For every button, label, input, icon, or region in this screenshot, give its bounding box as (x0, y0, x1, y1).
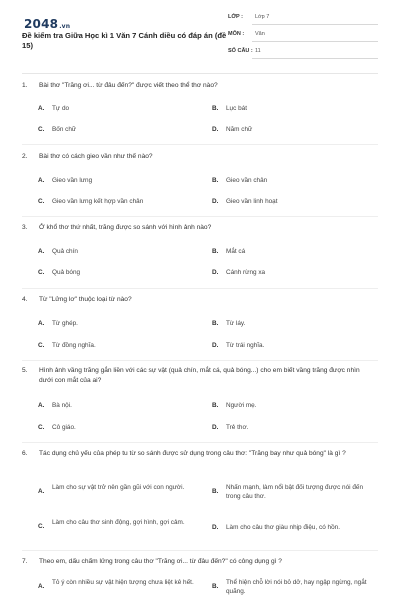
meta-count-label: SỐ CÂU : (228, 48, 253, 54)
question-divider (22, 144, 378, 145)
question-number: 6. (22, 450, 28, 457)
meta-divider (252, 58, 378, 59)
site-logo[interactable]: 2048.vn (24, 17, 71, 31)
question-divider (22, 360, 378, 361)
question-number: 4. (22, 296, 28, 303)
meta-divider (252, 41, 378, 42)
question-divider (22, 216, 378, 217)
page: 2048.vn Đề kiểm tra Giữa Học kì 1 Văn 7 Cánh diều có đáp án (đề 15) LỚP : Lớp 7 MÔN : Văn SỐ CÂU : 11 1. Bài thơ "Trăng ơi... từ đâu đến?" được viết theo thể thơ nào? A. Tự do B. Lục bát C. Bốn chữ D. Năm chữ 2. Bài thơ có cách gieo vần như thế nào? A. Gieo vần lưng B. Gieo vần chân C. Gieo vần lưng kết hợp vần chân D. Gieo vần linh hoạt 3. Ở khổ thơ thứ nhất, trăng được so sánh với hình ảnh nào? A. Quả chín B. Mắt cá C. Quả bóng D. Cánh rừng xa 4. Từ "Lửng lơ" thuộc loại từ nào? A. Từ ghép. B. Từ láy. C. Từ đồng nghĩa. D. Từ trái nghĩa. 5. Hình ảnh vầng trăng gắn liền với các sự vật (quả chín, mắt cá, quả bóng...) cho em biết vầng trăng được nhìn dưới con mắt của ai? A. Bà nội. B. Người mẹ. C. Cô giáo. D. Trẻ thơ. 6. Tác dụng chủ yếu của phép tu từ so sánh được sử dụng trong câu thơ: "Trăng bay như quả bóng" là gì ? A. Làm cho sự vật trở nên gần gũi với con người. B. Nhấn mạnh, làm nổi bật đối tượng được nói đến trong câu thơ. C. Làm cho câu thơ sinh động, gợi hình, gợi cảm. D. Làm cho câu thơ giàu nhịp điệu, có hồn. 7. Theo em, dấu chấm lửng trong câu thơ "Trăng ơi... từ đâu đến?" có công dụng gì ? A. Tỏ ý còn nhiều sự vật hiện tượng chưa liệt kê hết. B. Thể hiện chỗ lời nói bỏ dở, hay ngập ngừng, ngắt quãng. (0, 0, 400, 600)
question-text: Theo em, dấu chấm lửng trong câu thơ "Trăng ơi... từ đâu đến?" có công dụng gì ? (39, 558, 282, 565)
question-number: 7. (22, 558, 28, 565)
meta-divider (252, 24, 378, 25)
question-number: 2. (22, 153, 28, 160)
question-text: Bài thơ có cách gieo vần như thế nào? (39, 153, 153, 160)
meta-class-value: Lớp 7 (255, 14, 270, 20)
meta-class-label: LỚP : (228, 14, 243, 20)
question-divider (22, 288, 378, 289)
meta-subject (228, 28, 378, 42)
meta-subject-label: MÔN : (228, 31, 245, 37)
document-title: Đề kiểm tra Giữa Học kì 1 Văn 7 Cánh diều có đáp án (đề 15) (22, 31, 227, 50)
header-separator (22, 73, 378, 74)
question-text: Bài thơ "Trăng ơi... từ đâu đến?" được viết theo thể thơ nào? (39, 82, 218, 89)
meta-count (228, 45, 378, 59)
document-header (0, 0, 400, 70)
meta-class (228, 11, 378, 25)
question-text: Từ "Lửng lơ" thuộc loại từ nào? (39, 296, 132, 303)
question-divider (22, 442, 378, 443)
question-number: 3. (22, 224, 28, 231)
question-number: 1. (22, 82, 28, 89)
meta-subject-value: Văn (255, 31, 265, 37)
meta-count-value: 11 (255, 48, 261, 54)
question-text: Hình ảnh vầng trăng gắn liền với các sự vật (quả chín, mắt cá, quả bóng...) cho em biết vầng trăng được nhìn dưới con mắt của ai? (39, 367, 360, 384)
question-number: 5. (22, 367, 28, 374)
question-text: Ở khổ thơ thứ nhất, trăng được so sánh với hình ảnh nào? (39, 224, 212, 231)
question-text: Tác dụng chủ yếu của phép tu từ so sánh được sử dụng trong câu thơ: "Trăng bay như quả bóng" là gì ? (39, 450, 346, 457)
question-divider (22, 550, 378, 551)
